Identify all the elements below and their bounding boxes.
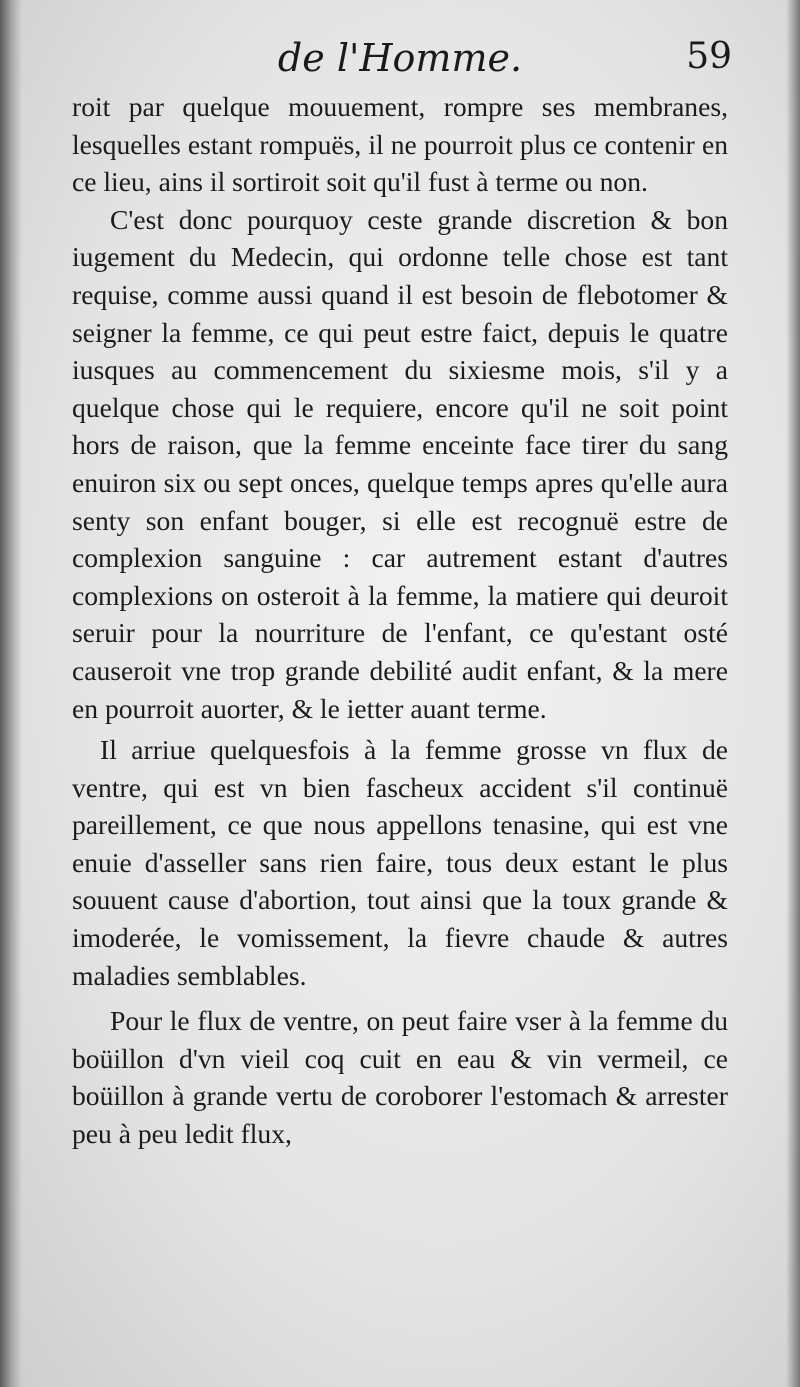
paragraph-1: roit par quelque mouuement, rompre ses membranes, lesquelles estant rompuës, il ne pourroit plus ce contenir en ce lieu, ains il sortiroit soit qu'il fust à terme ou non. <box>72 91 728 198</box>
body-text <box>72 88 728 1153</box>
page-shadow-left <box>0 0 22 1387</box>
paragraph-3: Il arriue quelquesfois à la femme grosse vn flux de ventre, qui est vn bien fascheux accident s'il continuë pareillement, ce que nous appellons tenasine, qui est vne enuie d'asseller sans rien faire, tous deux estant le plus souuent cause d'abortion, tout ainsi que la toux grande & imoderée, le vomissement, la fievre chaude & autres maladies semblables. <box>72 734 728 991</box>
page-header <box>70 36 730 94</box>
paragraph-4: Pour le flux de ventre, on peut faire vser à la femme du boüillon d'vn vieil coq cuit en eau & vin vermeil, ce boüillon à grande vertu de coroborer l'estomach & arrester peu à peu ledit flux, <box>72 1005 728 1150</box>
page-number: 59 <box>686 36 732 77</box>
page-shadow-right <box>786 0 800 1387</box>
paragraph-2: C'est donc pourquoy ceste grande discretion & bon iugement du Medecin, qui ordonne telle chose est tant requise, comme aussi quand il est besoin de flebotomer & seigner la femme, ce qui peut estre faict, depuis le quatre iusques au commencement du sixiesme mois, s'il y a quelque chose qui le requiere, encore qu'il ne soit point hors de raison, que la femme enceinte face tirer du sang enuiron six ou sept onces, quelque temps apres qu'elle aura senty son enfant bouger, si elle est recognuë estre de complexion sanguine : car autrement estant d'autres complexions on osteroit à la femme, la matiere qui deuroit seruir pour la nourriture de l'enfant, ce qu'estant osté causeroit vne trop grande debilité audit enfant, & la mere en pourroit auorter, & le ietter auant terme. <box>72 203 728 724</box>
running-head: de l'Homme. <box>277 36 523 80</box>
